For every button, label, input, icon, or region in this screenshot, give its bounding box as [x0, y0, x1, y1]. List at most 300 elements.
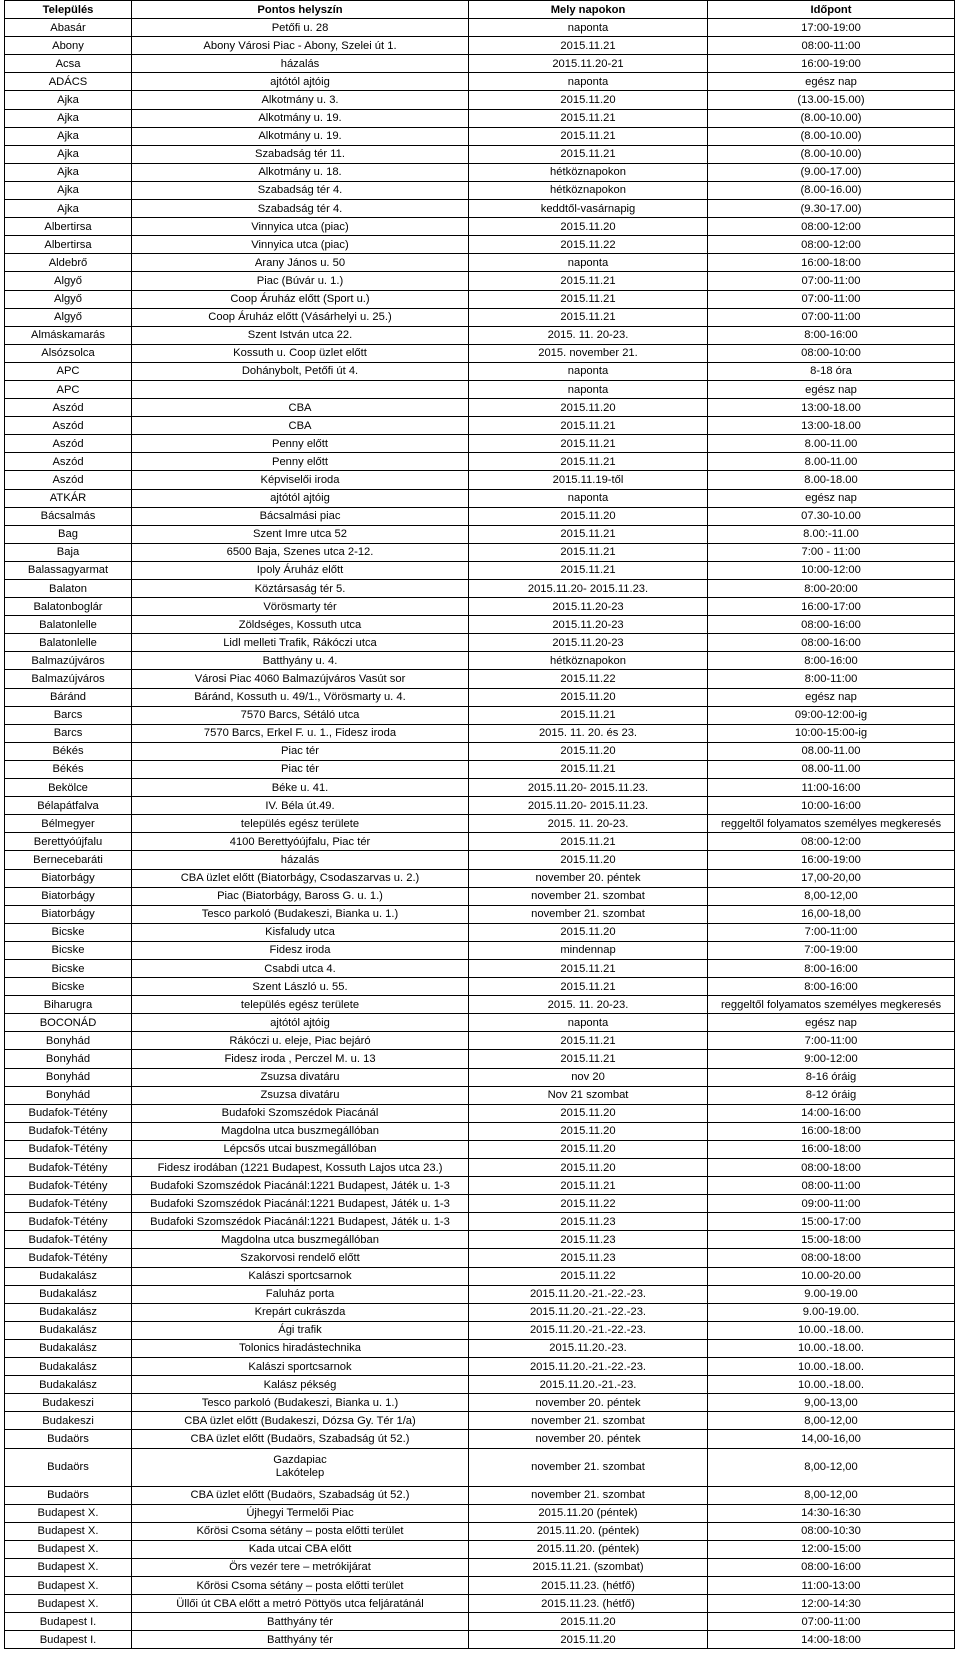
cell-telepules: Abony: [5, 37, 132, 55]
cell-napok: 2015.11.20. (péntek): [469, 1540, 708, 1558]
cell-helyszin: Kossuth u. Coop üzlet előtt: [132, 344, 469, 362]
cell-idopont: 8-18 óra: [708, 362, 955, 380]
cell-helyszin: CBA üzlet előtt (Budaörs, Szabadság út 52.): [132, 1486, 469, 1504]
cell-telepules: Barcs: [5, 724, 132, 742]
cell-helyszin: Zsuzsa divatáru: [132, 1086, 469, 1104]
cell-idopont: (9.00-17.00): [708, 163, 955, 181]
cell-napok: 2015.11.20.-23.: [469, 1339, 708, 1357]
cell-napok: 2015.11.23. (hétfő): [469, 1595, 708, 1613]
cell-telepules: Bernecebaráti: [5, 851, 132, 869]
cell-idopont: 08:00-16:00: [708, 616, 955, 634]
cell-napok: keddtől-vasárnapig: [469, 200, 708, 218]
cell-idopont: 9.00-19.00: [708, 1285, 955, 1303]
cell-telepules: Budaörs: [5, 1430, 132, 1448]
cell-idopont: 10.00.-18.00.: [708, 1358, 955, 1376]
table-row: [5, 417, 955, 435]
cell-napok: 2015.11.20: [469, 923, 708, 941]
cell-idopont: 10:00-16:00: [708, 797, 955, 815]
cell-napok: 2015.11.20: [469, 1613, 708, 1631]
cell-helyszin: 7570 Barcs, Erkel F. u. 1., Fidesz iroda: [132, 724, 469, 742]
cell-idopont: 08.00-11.00: [708, 760, 955, 778]
cell-helyszin: Faluház porta: [132, 1285, 469, 1303]
cell-helyszin: Kalász pékség: [132, 1376, 469, 1394]
cell-idopont: 8-16 óráig: [708, 1068, 955, 1086]
cell-helyszin: Alkotmány u. 3.: [132, 91, 469, 109]
cell-napok: 2015.11.21: [469, 978, 708, 996]
table-row: [5, 73, 955, 91]
cell-helyszin: 7570 Barcs, Sétáló utca: [132, 706, 469, 724]
table-row: [5, 380, 955, 398]
cell-napok: hétköznapokon: [469, 181, 708, 199]
cell-helyszin: Piac (Biatorbágy, Baross G. u. 1.): [132, 887, 469, 905]
cell-telepules: Budakalász: [5, 1267, 132, 1285]
cell-telepules: Biatorbágy: [5, 905, 132, 923]
table-row: [5, 290, 955, 308]
cell-helyszin: Abony Városi Piac - Abony, Szelei út 1.: [132, 37, 469, 55]
cell-helyszin: Magdolna utca buszmegállóban: [132, 1231, 469, 1249]
cell-napok: 2015.11.22: [469, 1267, 708, 1285]
cell-idopont: 16,00-18,00: [708, 905, 955, 923]
cell-telepules: Budapest X.: [5, 1504, 132, 1522]
table-row: [5, 815, 955, 833]
cell-helyszin: Üllői út CBA előtt a metró Pöttyös utca feljáratánál: [132, 1595, 469, 1613]
cell-telepules: Algyő: [5, 272, 132, 290]
cell-telepules: Albertirsa: [5, 218, 132, 236]
cell-helyszin: Alkotmány u. 19.: [132, 127, 469, 145]
table-row: [5, 869, 955, 887]
cell-helyszin: Zöldséges, Kossuth utca: [132, 616, 469, 634]
cell-idopont: 07.30-10.00: [708, 507, 955, 525]
cell-napok: november 20. péntek: [469, 1430, 708, 1448]
cell-idopont: 17,00-20,00: [708, 869, 955, 887]
cell-idopont: 11:00-16:00: [708, 779, 955, 797]
cell-telepules: Aszód: [5, 399, 132, 417]
cell-idopont: egész nap: [708, 73, 955, 91]
cell-idopont: 8-12 óráig: [708, 1086, 955, 1104]
cell-helyszin: Ági trafik: [132, 1321, 469, 1339]
cell-helyszin: Kalászi sportcsarnok: [132, 1358, 469, 1376]
cell-telepules: Ajka: [5, 127, 132, 145]
table-row: [5, 254, 955, 272]
table-row: [5, 344, 955, 362]
cell-napok: 2015.11.20: [469, 851, 708, 869]
cell-napok: 2015.11.21: [469, 37, 708, 55]
cell-telepules: Budakeszi: [5, 1412, 132, 1430]
cell-helyszin: Alkotmány u. 18.: [132, 163, 469, 181]
cell-telepules: Budapest X.: [5, 1522, 132, 1540]
table-row: [5, 1140, 955, 1158]
cell-napok: 2015.11.23: [469, 1249, 708, 1267]
cell-napok: mindennap: [469, 941, 708, 959]
cell-helyszin: [132, 1448, 469, 1486]
table-row: [5, 109, 955, 127]
table-row: [5, 797, 955, 815]
cell-napok: 2015.11.20.-21.-22.-23.: [469, 1321, 708, 1339]
table-row: [5, 399, 955, 417]
cell-telepules: Aszód: [5, 471, 132, 489]
table-row: [5, 1430, 955, 1448]
cell-telepules: ATKÁR: [5, 489, 132, 507]
cell-napok: 2015.11.20- 2015.11.23.: [469, 797, 708, 815]
cell-napok: 2015. 11. 20-23.: [469, 815, 708, 833]
cell-napok: 2015.11.20-23: [469, 598, 708, 616]
cell-telepules: BOCONÁD: [5, 1014, 132, 1032]
cell-napok: 2015.11.20.-21.-23.: [469, 1376, 708, 1394]
table-row: [5, 1068, 955, 1086]
cell-napok: naponta: [469, 362, 708, 380]
table-row: [5, 1486, 955, 1504]
cell-idopont: (8.00-10.00): [708, 109, 955, 127]
cell-idopont: 08:00-16:00: [708, 1558, 955, 1576]
cell-idopont: (9.30-17.00): [708, 200, 955, 218]
cell-telepules: Báránd: [5, 688, 132, 706]
cell-helyszin: Szabadság tér 11.: [132, 145, 469, 163]
cell-telepules: Budafok-Tétény: [5, 1195, 132, 1213]
cell-helyszin: Szent István utca 22.: [132, 326, 469, 344]
cell-napok: Nov 21 szombat: [469, 1086, 708, 1104]
cell-telepules: Bácsalmás: [5, 507, 132, 525]
table-row: [5, 1195, 955, 1213]
cell-idopont: (8.00-16.00): [708, 181, 955, 199]
table-body: [5, 19, 955, 1649]
cell-napok: 2015.11.21: [469, 145, 708, 163]
cell-napok: 2015.11.21: [469, 1032, 708, 1050]
cell-helyszin: Vörösmarty tér: [132, 598, 469, 616]
cell-idopont: 08:00-12:00: [708, 218, 955, 236]
cell-napok: 2015.11.20: [469, 507, 708, 525]
cell-napok: november 21. szombat: [469, 1448, 708, 1486]
cell-telepules: Budafok-Tétény: [5, 1104, 132, 1122]
cell-telepules: Berettyóújfalu: [5, 833, 132, 851]
cell-helyszin: Kisfaludy utca: [132, 923, 469, 941]
cell-idopont: 10:00-15:00-ig: [708, 724, 955, 742]
table-row: [5, 163, 955, 181]
cell-telepules: Budakalász: [5, 1339, 132, 1357]
cell-idopont: reggeltől folyamatos személyes megkeresés: [708, 996, 955, 1014]
cell-telepules: Budapest X.: [5, 1576, 132, 1594]
cell-telepules: Budafok-Tétény: [5, 1122, 132, 1140]
cell-telepules: Balmazújváros: [5, 670, 132, 688]
cell-telepules: Budafok-Tétény: [5, 1249, 132, 1267]
cell-napok: 2015.11.23: [469, 1213, 708, 1231]
cell-telepules: Balaton: [5, 580, 132, 598]
table-row: [5, 670, 955, 688]
cell-telepules: Budafok-Tétény: [5, 1213, 132, 1231]
cell-helyszin: Városi Piac 4060 Balmazújváros Vasút sor: [132, 670, 469, 688]
table-row: [5, 959, 955, 977]
cell-helyszin: ajtótól ajtóig: [132, 73, 469, 91]
cell-idopont: 8,00-12,00: [708, 1412, 955, 1430]
cell-telepules: Budaörs: [5, 1448, 132, 1486]
cell-idopont: 14:00-18:00: [708, 1631, 955, 1649]
table-row: [5, 634, 955, 652]
table-row: [5, 941, 955, 959]
cell-telepules: Budakalász: [5, 1376, 132, 1394]
cell-helyszin: Vinnyica utca (piac): [132, 218, 469, 236]
cell-idopont: 10.00.-18.00.: [708, 1376, 955, 1394]
cell-idopont: 8,00-12,00: [708, 887, 955, 905]
cell-telepules: Budapest X.: [5, 1595, 132, 1613]
cell-idopont: 07:00-11:00: [708, 308, 955, 326]
table-row: [5, 1104, 955, 1122]
cell-helyszin: Csabdi utca 4.: [132, 959, 469, 977]
cell-telepules: Bekölce: [5, 779, 132, 797]
cell-helyszin: Kalászi sportcsarnok: [132, 1267, 469, 1285]
table-row: [5, 851, 955, 869]
cell-idopont: 8,00-12,00: [708, 1448, 955, 1486]
cell-napok: november 21. szombat: [469, 905, 708, 923]
table-row: [5, 652, 955, 670]
table-row: [5, 742, 955, 760]
cell-helyszin: Penny előtt: [132, 435, 469, 453]
cell-idopont: 13:00-18.00: [708, 417, 955, 435]
cell-telepules: Budapest I.: [5, 1613, 132, 1631]
table-row: [5, 1595, 955, 1613]
header-row: [5, 1, 955, 19]
cell-idopont: 8:00-16:00: [708, 959, 955, 977]
cell-idopont: (13.00-15.00): [708, 91, 955, 109]
table-row: [5, 724, 955, 742]
cell-telepules: Bélmegyer: [5, 815, 132, 833]
cell-telepules: Budafok-Tétény: [5, 1231, 132, 1249]
cell-napok: hétköznapokon: [469, 163, 708, 181]
cell-idopont: 16:00-19:00: [708, 55, 955, 73]
table-row: [5, 1504, 955, 1522]
cell-idopont: 8.00-11.00: [708, 435, 955, 453]
cell-helyszin: Képviselői iroda: [132, 471, 469, 489]
cell-telepules: Budakalász: [5, 1303, 132, 1321]
cell-telepules: Biharugra: [5, 996, 132, 1014]
cell-telepules: Ajka: [5, 145, 132, 163]
cell-telepules: Budakalász: [5, 1358, 132, 1376]
table-row: [5, 1376, 955, 1394]
cell-napok: 2015. 11. 20. és 23.: [469, 724, 708, 742]
table-row: [5, 326, 955, 344]
table-row: [5, 1321, 955, 1339]
cell-napok: nov 20: [469, 1068, 708, 1086]
cell-idopont: 08:00-18:00: [708, 1249, 955, 1267]
cell-idopont: 7:00-19:00: [708, 941, 955, 959]
cell-napok: 2015.11.20- 2015.11.23.: [469, 779, 708, 797]
cell-napok: 2015.11.20. (péntek): [469, 1522, 708, 1540]
cell-napok: 2015.11.21: [469, 561, 708, 579]
cell-helyszin: Szabadság tér 4.: [132, 200, 469, 218]
cell-helyszin: Krepárt cukrászda: [132, 1303, 469, 1321]
table-row: [5, 181, 955, 199]
table-row: [5, 525, 955, 543]
table-row: [5, 1394, 955, 1412]
cell-helyszin: Batthyány tér: [132, 1613, 469, 1631]
cell-napok: 2015.11.19-től: [469, 471, 708, 489]
cell-napok: 2015.11.21: [469, 760, 708, 778]
table-row: [5, 1159, 955, 1177]
cell-napok: naponta: [469, 19, 708, 37]
cell-helyszin: Ipoly Áruház előtt: [132, 561, 469, 579]
table-row: [5, 833, 955, 851]
table-row: [5, 200, 955, 218]
cell-napok: 2015.11.20.-21.-22.-23.: [469, 1358, 708, 1376]
cell-napok: november 20. péntek: [469, 1394, 708, 1412]
cell-helyszin: házalás: [132, 55, 469, 73]
cell-helyszin: Piac tér: [132, 760, 469, 778]
cell-idopont: 08:00-10:30: [708, 1522, 955, 1540]
cell-napok: 2015.11.21: [469, 417, 708, 435]
table-row: [5, 1303, 955, 1321]
cell-idopont: 16:00-19:00: [708, 851, 955, 869]
cell-telepules: Aszód: [5, 453, 132, 471]
cell-telepules: Balatonlelle: [5, 616, 132, 634]
cell-helyszin: CBA üzlet előtt (Biatorbágy, Csodaszarvas u. 2.): [132, 869, 469, 887]
cell-idopont: 12:00-15:00: [708, 1540, 955, 1558]
table-row: [5, 507, 955, 525]
table-row: [5, 706, 955, 724]
table-row: [5, 218, 955, 236]
cell-idopont: egész nap: [708, 1014, 955, 1032]
cell-idopont: 8:00-11:00: [708, 670, 955, 688]
cell-napok: 2015.11.20: [469, 1140, 708, 1158]
cell-helyszin: Batthyány tér: [132, 1631, 469, 1649]
cell-helyszin: Újhegyi Termelői Piac: [132, 1504, 469, 1522]
cell-telepules: APC: [5, 380, 132, 398]
cell-idopont: 14,00-16,00: [708, 1430, 955, 1448]
table-row: [5, 308, 955, 326]
cell-telepules: Acsa: [5, 55, 132, 73]
cell-helyszin: Penny előtt: [132, 453, 469, 471]
cell-napok: 2015.11.20: [469, 1104, 708, 1122]
table-row: [5, 1358, 955, 1376]
cell-napok: 2015. 11. 20-23.: [469, 326, 708, 344]
cell-helyszin: Magdolna utca buszmegállóban: [132, 1122, 469, 1140]
cell-telepules: Ajka: [5, 91, 132, 109]
table-row: [5, 923, 955, 941]
cell-telepules: Biatorbágy: [5, 869, 132, 887]
cell-napok: 2015.11.21: [469, 290, 708, 308]
cell-helyszin: Arany János u. 50: [132, 254, 469, 272]
cell-line: Gazdapiac: [273, 1454, 327, 1466]
cell-helyszin: Szabadság tér 4.: [132, 181, 469, 199]
cell-telepules: Ajka: [5, 200, 132, 218]
table-row: [5, 19, 955, 37]
cell-helyszin: Dohánybolt, Petőfi út 4.: [132, 362, 469, 380]
cell-telepules: Aszód: [5, 417, 132, 435]
cell-idopont: 15:00-18:00: [708, 1231, 955, 1249]
cell-telepules: Bélapátfalva: [5, 797, 132, 815]
cell-idopont: 11:00-13:00: [708, 1576, 955, 1594]
cell-helyszin: Kada utcai CBA előtt: [132, 1540, 469, 1558]
cell-helyszin: Budafoki Szomszédok Piacánál:1221 Budapest, Játék u. 1-3: [132, 1213, 469, 1231]
cell-telepules: Ajka: [5, 163, 132, 181]
cell-helyszin: Örs vezér tere – metrókijárat: [132, 1558, 469, 1576]
cell-napok: 2015.11.22: [469, 670, 708, 688]
cell-napok: naponta: [469, 1014, 708, 1032]
cell-telepules: Bicske: [5, 923, 132, 941]
cell-helyszin: Fidesz iroda , Perczel M. u. 13: [132, 1050, 469, 1068]
table-row: [5, 616, 955, 634]
cell-telepules: Budafok-Tétény: [5, 1140, 132, 1158]
table-row: [5, 127, 955, 145]
cell-idopont: 08:00-12:00: [708, 833, 955, 851]
cell-napok: 2015.11.20-23: [469, 634, 708, 652]
table-row: [5, 598, 955, 616]
cell-napok: naponta: [469, 489, 708, 507]
cell-idopont: 09:00-11:00: [708, 1195, 955, 1213]
cell-telepules: APC: [5, 362, 132, 380]
table-row: [5, 1339, 955, 1357]
cell-telepules: Bicske: [5, 941, 132, 959]
cell-idopont: 08:00-10:00: [708, 344, 955, 362]
table-row: [5, 1086, 955, 1104]
cell-helyszin: Batthyány u. 4.: [132, 652, 469, 670]
table-row: [5, 1558, 955, 1576]
table-row: [5, 37, 955, 55]
cell-idopont: (8.00-10.00): [708, 127, 955, 145]
cell-idopont: 08:00-11:00: [708, 1177, 955, 1195]
cell-napok: 2015.11.20: [469, 1631, 708, 1649]
cell-napok: 2015.11.20-23: [469, 616, 708, 634]
cell-helyszin: Coop Áruház előtt (Sport u.): [132, 290, 469, 308]
cell-idopont: 16:00-18:00: [708, 1140, 955, 1158]
table-row: [5, 1285, 955, 1303]
cell-telepules: Békés: [5, 742, 132, 760]
cell-helyszin: CBA: [132, 417, 469, 435]
cell-telepules: Barcs: [5, 706, 132, 724]
cell-napok: 2015.11.21: [469, 525, 708, 543]
cell-idopont: 07:00-11:00: [708, 290, 955, 308]
cell-idopont: 9,00-13,00: [708, 1394, 955, 1412]
table-row: [5, 543, 955, 561]
table-row: [5, 471, 955, 489]
cell-idopont: 07:00-11:00: [708, 1613, 955, 1631]
cell-idopont: 16:00-18:00: [708, 254, 955, 272]
cell-napok: 2015.11.22: [469, 236, 708, 254]
cell-telepules: Biatorbágy: [5, 887, 132, 905]
cell-telepules: Budakalász: [5, 1285, 132, 1303]
table-row: [5, 1231, 955, 1249]
cell-idopont: 8.00:-11.00: [708, 525, 955, 543]
cell-idopont: 08.00-11.00: [708, 742, 955, 760]
table-row: [5, 996, 955, 1014]
table-row: [5, 489, 955, 507]
cell-idopont: (8.00-10.00): [708, 145, 955, 163]
cell-idopont: 17:00-19:00: [708, 19, 955, 37]
cell-telepules: Bonyhád: [5, 1032, 132, 1050]
table-row: [5, 435, 955, 453]
cell-napok: 2015.11.21: [469, 272, 708, 290]
table-row: [5, 145, 955, 163]
table-row: [5, 236, 955, 254]
cell-telepules: Ajka: [5, 109, 132, 127]
cell-idopont: 10.00-20.00: [708, 1267, 955, 1285]
cell-helyszin: Rákóczi u. eleje, Piac bejáró: [132, 1032, 469, 1050]
cell-helyszin: CBA üzlet előtt (Budaörs, Szabadság út 52.): [132, 1430, 469, 1448]
header-telepules: Település: [5, 1, 132, 19]
table-row: [5, 1412, 955, 1430]
cell-idopont: 08:00-12:00: [708, 236, 955, 254]
table-row: [5, 887, 955, 905]
cell-helyszin: Piac (Búvár u. 1.): [132, 272, 469, 290]
table-row: [5, 1050, 955, 1068]
cell-helyszin: Vinnyica utca (piac): [132, 236, 469, 254]
cell-helyszin: Budafoki Szomszédok Piacánál: [132, 1104, 469, 1122]
table-row: [5, 1540, 955, 1558]
cell-telepules: Bonyhád: [5, 1068, 132, 1086]
table-row: [5, 453, 955, 471]
cell-helyszin: település egész területe: [132, 996, 469, 1014]
table-row: [5, 1613, 955, 1631]
cell-telepules: Budapest X.: [5, 1558, 132, 1576]
cell-idopont: 8:00-16:00: [708, 978, 955, 996]
cell-helyszin: Coop Áruház előtt (Vásárhelyi u. 25.): [132, 308, 469, 326]
